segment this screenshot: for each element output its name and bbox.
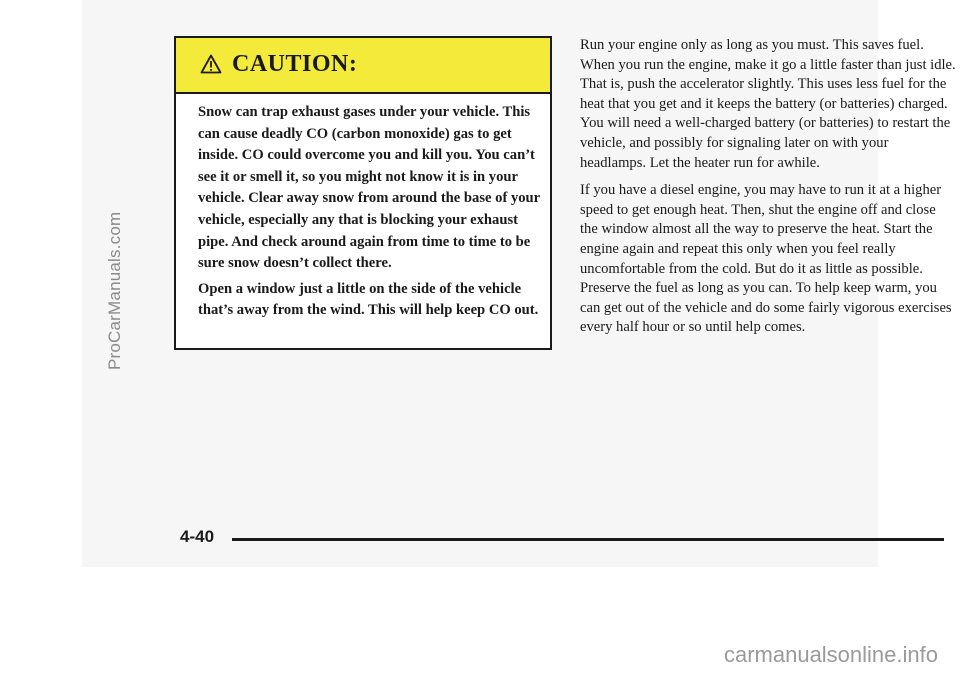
side-watermark: ProCarManuals.com: [105, 211, 124, 370]
caution-title: CAUTION:: [232, 51, 358, 77]
manual-page: [82, 0, 956, 567]
body-text: [580, 36, 956, 346]
body-paragraph: Run your engine only as long as you must. This saves fuel. When you run the engine, make it go a little faster than just idle. That is, push the accelerator slightly. This uses less fuel for the heat that you get and it keeps the battery (or batteries) charged. You will need a well-charged battery (or batteries) to restart the vehicle, and possibly for signaling later on with your headlamps. Let the heater run for awhile.: [580, 37, 956, 171]
caution-paragraph: Open a window just a little on the side of the vehicle that’s away from the wind. This will help keep CO out.: [198, 280, 539, 319]
bottom-watermark: carmanualsonline.info: [723, 642, 938, 667]
footer-rule: [232, 538, 944, 541]
caution-text: [198, 102, 540, 326]
page-number: 4-40: [180, 527, 215, 546]
caution-paragraph: Snow can trap exhaust gases under your vehicle. This can cause deadly CO (carbon monoxide) gas to get inside. CO could overcome you and kill you. You can’t see it or smell it, so you might not know it is in your vehicle. Clear away snow from around the base of your vehicle, especially any that is blocking your exhaust pipe. And check around again from time to time to be sure snow doesn’t collect there.: [198, 104, 540, 272]
warning-triangle-icon: [200, 54, 222, 74]
body-paragraph: If you have a diesel engine, you may have to run it at a higher speed to get enough heat. Then, shut the engine off and close the window almost all the way to preserve the heat. Start the engine again and repeat this only when you feel really uncomfortable from the cold. But do it as little as possible. Preserve the fuel as long as you can. To help keep warm, you can get out of the vehicle and do some fairly vigorous exercises every half hour or so until help comes.: [580, 182, 952, 336]
caution-box: [174, 36, 552, 350]
caution-header: [176, 38, 550, 94]
